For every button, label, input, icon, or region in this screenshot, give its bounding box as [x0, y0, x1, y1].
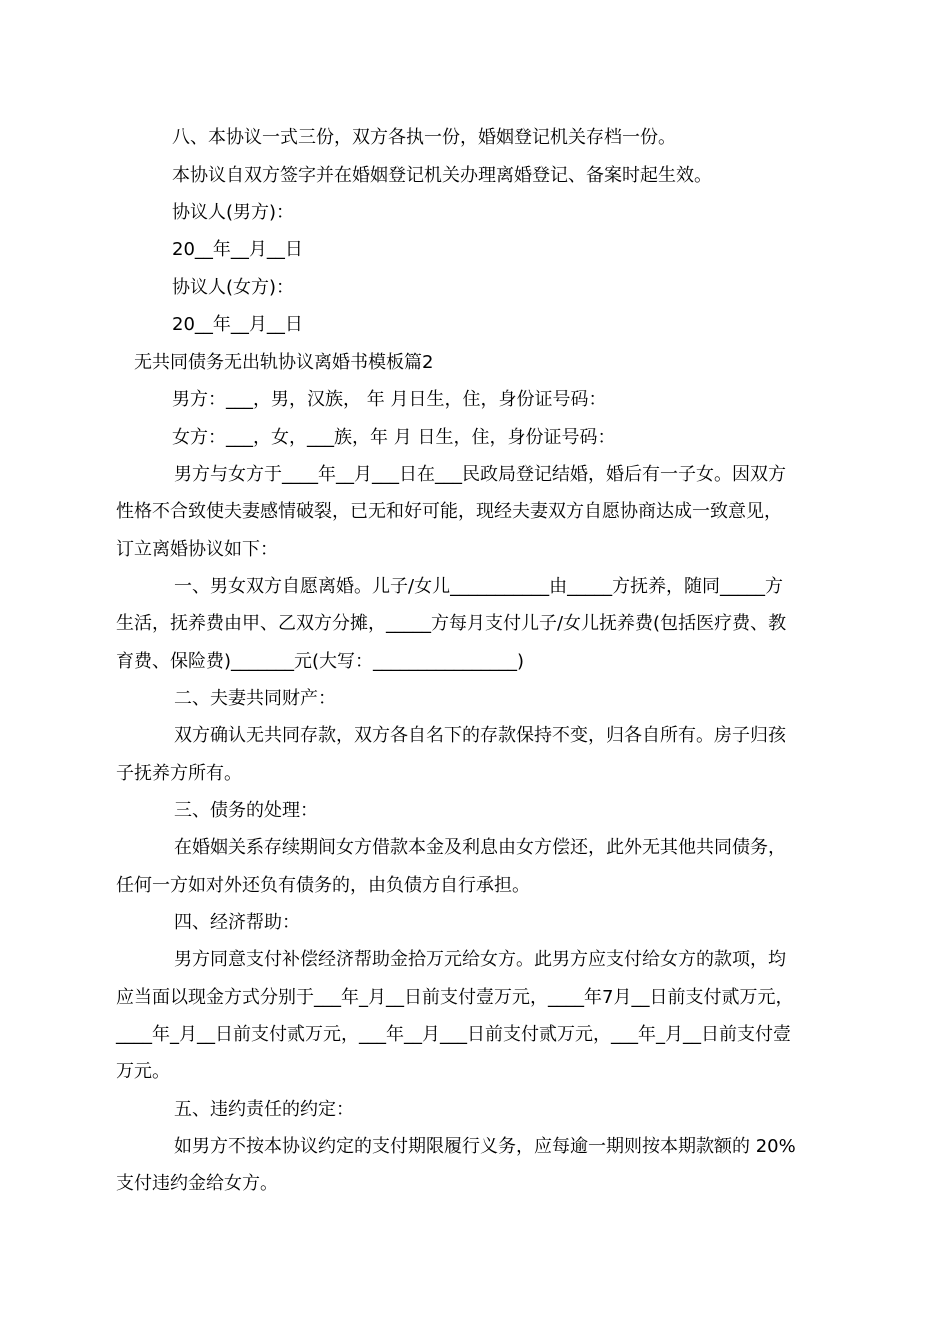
date-line-male: 20__年__月__日 [172, 239, 303, 260]
clause-three-line: 任何一方如对外还负有债务的，由负债方自行承担。 [116, 875, 530, 896]
female-party-info: 女方：___，女，___族，年 月 日生，住，身份证号码： [172, 427, 616, 448]
clause-two-heading: 二、夫妻共同财产： [174, 688, 336, 709]
clause-one-line: 生活，抚养费由甲、乙双方分摊，_____方每月支付儿子/女儿抚养费(包括医疗费、教 [116, 613, 787, 634]
clause-three-heading: 三、债务的处理： [174, 800, 318, 821]
intro-paragraph-line: 男方与女方于____年__月___日在___民政局登记结婚，婚后有一子女。因双方 [174, 464, 786, 485]
signatory-female: 协议人(女方)： [172, 277, 295, 298]
clause-four-line: ____年_月__日前支付贰万元，___年__月___日前支付贰万元，___年_月__日前支付壹 [116, 1024, 791, 1045]
clause-one-line: 一、男女双方自愿离婚。儿子/女儿___________由_____方抚养，随同_____方 [174, 576, 784, 597]
intro-paragraph-line: 性格不合致使夫妻感情破裂，已无和好可能，现经夫妻双方自愿协商达成一致意见， [116, 501, 782, 522]
clause-eight: 八、本协议一式三份，双方各执一份，婚姻登记机关存档一份。 [172, 127, 676, 148]
clause-two-line: 子抚养方所有。 [116, 763, 242, 784]
section-title: 无共同债务无出轨协议离婚书模板篇2 [134, 352, 434, 373]
male-party-info: 男方：___，男，汉族， 年 月日生，住，身份证号码： [172, 389, 607, 410]
clause-three-line: 在婚姻关系存续期间女方借款本金及利息由女方偿还，此外无其他共同债务， [174, 837, 786, 858]
clause-four-line: 万元。 [116, 1061, 170, 1082]
clause-four-line: 男方同意支付补偿经济帮助金拾万元给女方。此男方应支付给女方的款项，均 [174, 949, 786, 970]
clause-five-line: 如男方不按本协议约定的支付期限履行义务，应每逾一期则按本期款额的 20% [174, 1136, 796, 1157]
intro-paragraph-line: 订立离婚协议如下： [116, 539, 278, 560]
effective-clause: 本协议自双方签字并在婚姻登记机关办理离婚登记、备案时起生效。 [172, 165, 712, 186]
clause-four-line: 应当面以现金方式分别于___年_月__日前支付壹万元，____年7月__日前支付贰万元， [116, 987, 794, 1008]
clause-five-line: 支付违约金给女方。 [116, 1173, 278, 1194]
clause-two-line: 双方确认无共同存款，双方各自名下的存款保持不变，归各自所有。房子归孩 [174, 725, 786, 746]
date-line-female: 20__年__月__日 [172, 314, 303, 335]
signatory-male: 协议人(男方)： [172, 202, 295, 223]
clause-one-line: 育费、保险费)_______元(大写：________________) [116, 651, 525, 672]
clause-five-heading: 五、违约责任的约定： [174, 1099, 354, 1120]
clause-four-heading: 四、经济帮助： [174, 912, 300, 933]
